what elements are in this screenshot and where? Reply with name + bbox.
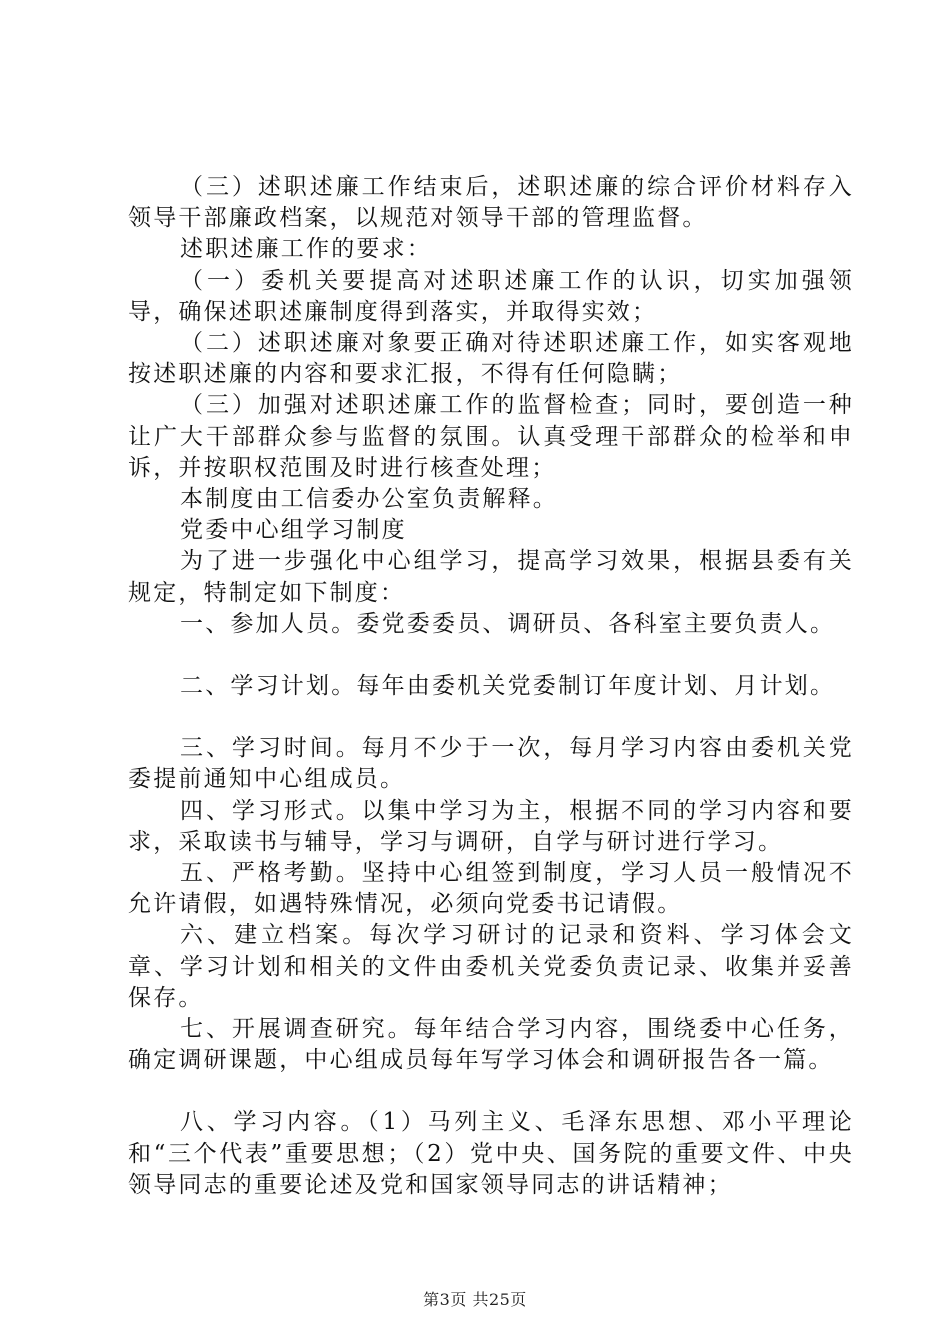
- paragraph: 一、参加人员。委党委委员、调研员、各科室主要负责人。: [180, 610, 836, 637]
- paragraph: 三、学习时间。每月不少于一次，每月学习内容由委机关党委提前通知中心组成员。: [128, 735, 854, 793]
- paragraph: 六、建立档案。每次学习研讨的记录和资料、学习体会文章、学习计划和相关的文件由委机关党委负责记录、收集并妥善保存。: [128, 922, 854, 1011]
- paragraph: （一）委机关要提高对述职述廉工作的认识，切实加强领导，确保述职述廉制度得到落实，并取得实效；: [128, 267, 854, 325]
- document-body: [128, 172, 854, 1201]
- paragraph: 四、学习形式。以集中学习为主，根据不同的学习内容和要求，采取读书与辅导，学习与调研，自学与研讨进行学习。: [128, 797, 854, 855]
- paragraph: （三）加强对述职述廉工作的监督检查；同时，要创造一种让广大干部群众参与监督的氛围。认真受理干部群众的检举和申诉，并按职权范围及时进行核查处理；: [128, 392, 854, 481]
- paragraph: 二、学习计划。每年由委机关党委制订年度计划、月计划。: [180, 673, 836, 700]
- paragraph: 七、开展调查研究。每年结合学习内容，围绕委中心任务，确定调研课题，中心组成员每年写学习体会和调研报告各一篇。: [128, 1016, 854, 1074]
- paragraph: 八、学习内容。（1）马列主义、毛泽东思想、邓小平理论和“三个代表”重要思想；（2）党中央、国务院的重要文件、中央领导同志的重要论述及党和国家领导同志的讲话精神；: [128, 1109, 854, 1198]
- paragraph: 本制度由工信委办公室负责解释。: [180, 486, 558, 513]
- page-number-footer: 第3页 共25页: [423, 1290, 527, 1309]
- paragraph: 为了进一步强化中心组学习，提高学习效果，根据县委有关规定，特制定如下制度：: [128, 548, 854, 606]
- paragraph: 述职述廉工作的要求：: [180, 236, 432, 263]
- paragraph: （二）述职述廉对象要正确对待述职述廉工作，如实客观地按述职述廉的内容和要求汇报，不得有任何隐瞒；: [128, 330, 854, 388]
- paragraph: （三）述职述廉工作结束后，述职述廉的综合评价材料存入领导干部廉政档案，以规范对领导干部的管理监督。: [128, 174, 854, 232]
- paragraph: 五、严格考勤。坚持中心组签到制度，学习人员一般情况不允许请假，如遇特殊情况，必须向党委书记请假。: [128, 860, 854, 918]
- section-heading: 党委中心组学习制度: [180, 517, 407, 544]
